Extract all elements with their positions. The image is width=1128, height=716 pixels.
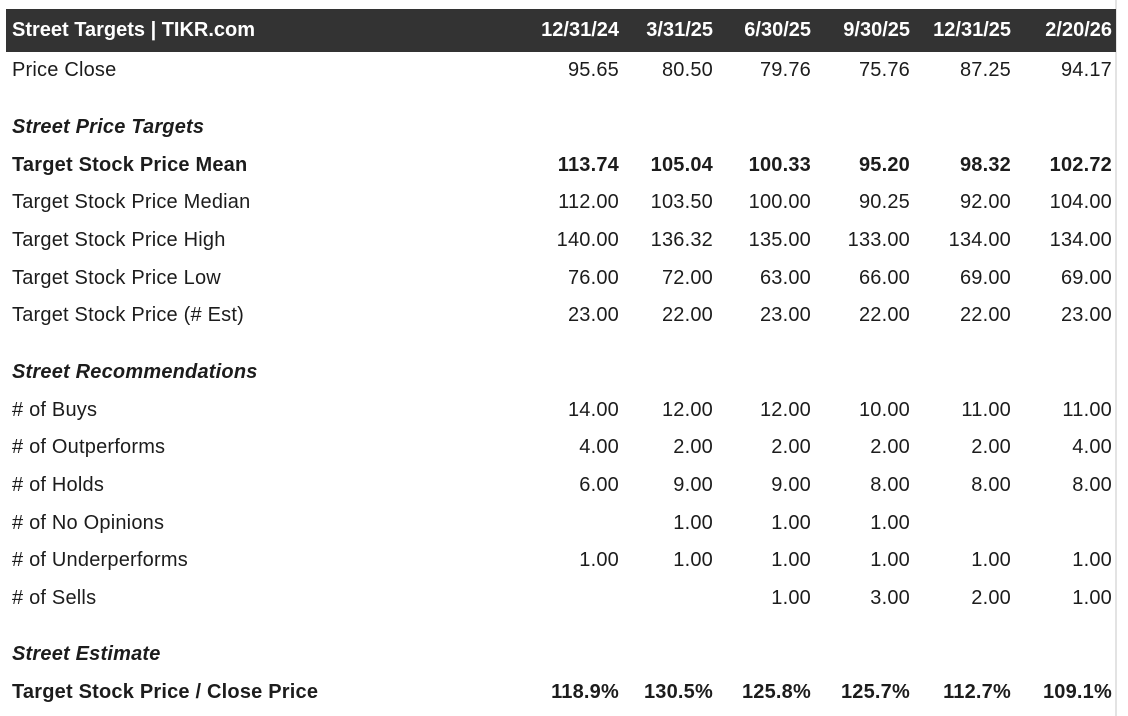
table-cell: 12.00 — [661, 398, 713, 421]
row-label: # of Sells — [12, 586, 97, 609]
row-label: Target Stock Price (# Est) — [12, 304, 244, 327]
table-cell — [1015, 504, 1116, 542]
table-cell — [914, 504, 1015, 542]
table-cell: 10.00 — [858, 398, 910, 421]
table-cell: 8.00 — [870, 474, 910, 497]
table-cell: 1.00 — [1072, 549, 1112, 572]
table-cell: 136.32 — [650, 229, 713, 252]
table-cell: 104.00 — [1049, 191, 1112, 214]
table-cell: 6.00 — [579, 474, 619, 497]
table-cell — [518, 504, 623, 542]
table-cell: 9.00 — [771, 474, 811, 497]
table-cell: 11.00 — [1062, 398, 1112, 421]
table-cell: 95.20 — [858, 153, 910, 176]
table-cell: 23.00 — [567, 304, 619, 327]
row-label: Price Close — [12, 59, 117, 82]
table-row-target-over-close — [6, 674, 1116, 712]
table-cell: 69.00 — [1060, 266, 1112, 289]
table-cell: 9.00 — [673, 474, 713, 497]
table-cell: 94.17 — [1060, 59, 1112, 82]
row-label: # of No Opinions — [12, 511, 165, 534]
table-cell: 8.00 — [1072, 474, 1112, 497]
street-targets-table — [6, 9, 1116, 712]
table-row-holds — [6, 467, 1116, 505]
table-cell: 98.32 — [959, 153, 1011, 176]
table-row-buys — [6, 392, 1116, 430]
column-header-date[interactable]: 9/30/25 — [843, 19, 910, 41]
row-label: Target Stock Price Mean — [12, 153, 248, 176]
table-cell — [518, 580, 623, 618]
table-cell: 112.00 — [558, 191, 619, 214]
column-header-date[interactable]: 6/30/25 — [744, 19, 811, 41]
table-cell: 2.00 — [771, 436, 811, 459]
table-cell: 118.9% — [551, 681, 619, 704]
table-cell: 4.00 — [1072, 436, 1112, 459]
table-row-no-opinions — [6, 504, 1116, 542]
section-header-street-estimate — [6, 617, 1116, 674]
table-cell: 1.00 — [971, 549, 1011, 572]
table-row-target-high — [6, 222, 1116, 260]
row-label: Target Stock Price Low — [12, 266, 221, 289]
table-cell: 69.00 — [959, 266, 1011, 289]
table-row-target-mean — [6, 147, 1116, 185]
table-cell: 1.00 — [673, 511, 713, 534]
table-title: Street Targets | TIKR.com — [12, 19, 256, 41]
table-cell: 134.00 — [948, 229, 1011, 252]
table-cell: 133.00 — [847, 229, 910, 252]
table-cell: 14.00 — [567, 398, 619, 421]
table-row-sells — [6, 580, 1116, 618]
table-cell: 12.00 — [759, 398, 811, 421]
table-cell: 90.25 — [858, 191, 910, 214]
table-cell: 100.00 — [748, 191, 811, 214]
table-cell: 79.76 — [759, 59, 811, 82]
table-row-price-close — [6, 52, 1116, 90]
table-cell: 63.00 — [759, 266, 811, 289]
table-cell: 2.00 — [971, 436, 1011, 459]
table-cell: 2.00 — [870, 436, 910, 459]
table-row-target-low — [6, 259, 1116, 297]
table-cell: 1.00 — [1072, 586, 1112, 609]
table-cell: 66.00 — [858, 266, 910, 289]
table-cell: 23.00 — [1060, 304, 1112, 327]
table-cell: 109.1% — [1042, 681, 1112, 704]
table-cell: 103.50 — [650, 191, 713, 214]
table-row-target-median — [6, 184, 1116, 222]
section-title: Street Recommendations — [12, 360, 258, 383]
table-cell: 2.00 — [971, 586, 1011, 609]
table-cell: 76.00 — [567, 266, 619, 289]
section-title: Street Estimate — [12, 643, 161, 666]
table-cell: 1.00 — [771, 586, 811, 609]
table-cell: 1.00 — [579, 549, 619, 572]
row-label: Target Stock Price Median — [12, 191, 251, 214]
table-cell: 1.00 — [673, 549, 713, 572]
table-cell: 92.00 — [959, 191, 1011, 214]
table-cell: 113.74 — [557, 153, 619, 176]
table-row-underperforms — [6, 542, 1116, 580]
table-cell: 1.00 — [870, 549, 910, 572]
row-label: # of Buys — [12, 398, 98, 421]
table-cell: 100.33 — [748, 153, 811, 176]
section-header-street-price-targets — [6, 90, 1116, 147]
table-cell: 22.00 — [661, 304, 713, 327]
column-header-date[interactable]: 12/31/25 — [933, 19, 1011, 41]
section-header-street-recommendations — [6, 335, 1116, 392]
table-cell: 1.00 — [771, 549, 811, 572]
table-cell: 23.00 — [759, 304, 811, 327]
row-label: Target Stock Price High — [12, 229, 226, 252]
column-header-date[interactable]: 12/31/24 — [541, 19, 619, 41]
row-label: Target Stock Price / Close Price — [12, 681, 319, 704]
table-cell: 105.04 — [650, 153, 713, 176]
section-title: Street Price Targets — [12, 115, 205, 138]
row-label: # of Outperforms — [12, 436, 166, 459]
table-header-row — [6, 9, 1116, 52]
table-cell: 1.00 — [870, 511, 910, 534]
table-cell: 125.7% — [840, 681, 910, 704]
table-cell: 80.50 — [661, 59, 713, 82]
table-cell: 125.8% — [741, 681, 811, 704]
table-cell: 95.65 — [567, 59, 619, 82]
table-cell: 72.00 — [661, 266, 713, 289]
table-cell: 11.00 — [961, 398, 1011, 421]
table-cell: 130.5% — [643, 681, 713, 704]
row-label: # of Underperforms — [12, 549, 188, 572]
column-header-date[interactable]: 2/20/26 — [1045, 19, 1112, 41]
table-cell — [623, 580, 717, 618]
table-cell: 2.00 — [673, 436, 713, 459]
table-cell: 134.00 — [1049, 229, 1112, 252]
table-cell: 22.00 — [858, 304, 910, 327]
table-row-target-est — [6, 297, 1116, 335]
table-row-outperforms — [6, 429, 1116, 467]
table-cell: 112.7% — [943, 681, 1011, 704]
column-header-date[interactable]: 3/31/25 — [646, 19, 713, 41]
table-cell: 75.76 — [858, 59, 910, 82]
table-cell: 8.00 — [971, 474, 1011, 497]
table-cell: 140.00 — [556, 229, 619, 252]
table-cell: 4.00 — [579, 436, 619, 459]
row-label: # of Holds — [12, 474, 105, 497]
table-cell: 22.00 — [959, 304, 1011, 327]
table-cell: 1.00 — [771, 511, 811, 534]
table-cell: 87.25 — [959, 59, 1011, 82]
table-cell: 135.00 — [748, 229, 811, 252]
table-cell: 3.00 — [870, 586, 910, 609]
table-cell: 102.72 — [1049, 153, 1112, 176]
